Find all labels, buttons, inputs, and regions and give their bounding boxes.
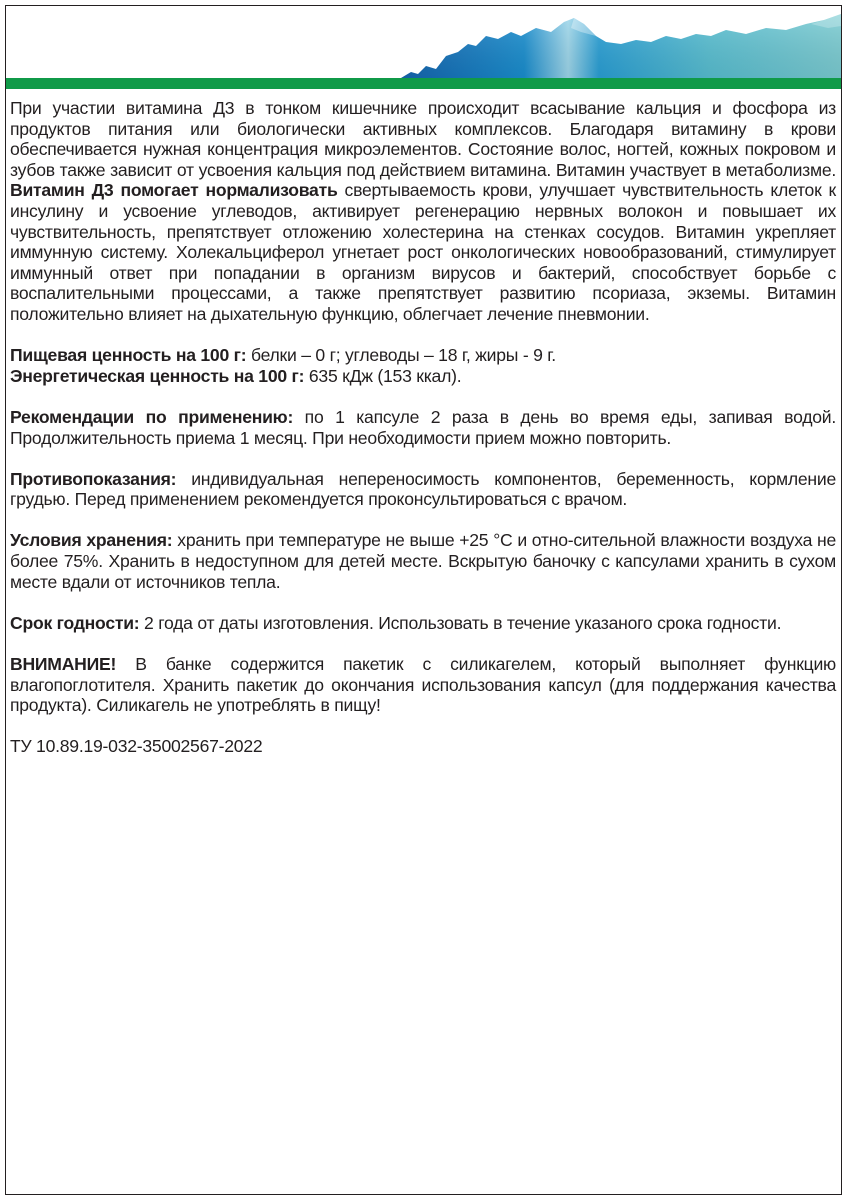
contraindications-paragraph: Противопоказания: индивидуальная непереносимость компонентов, беременность, кормление грудью. Перед применением рекомендуется проконсультироваться с врачом. [10, 468, 836, 510]
label-text [10, 98, 836, 757]
green-stripe [6, 78, 841, 89]
header-banner [6, 6, 841, 96]
usage-paragraph: Рекомендации по применению: по 1 капсуле 2 раза в день во время еды, запивая водой. Продолжительность приема 1 месяц. При необходимости прием можно повторить. [10, 406, 836, 448]
intro-paragraph: При участии витамина Д3 в тонком кишечнике происходит всасывание кальция и фосфора из продуктов питания или биологически активных комплексов. Благодаря витамину в крови обеспечивается нужная концентрация микроэлементов. Состояние волос, ногтей, кожных покровом и зубов также зависит от усвоения кальция под действием витамина. Витамин участвует в метаболизме. Витамин Д3 помогает нормализовать свертываемость крови, улучшает чувствительность клеток к инсулину и усвоение углеводов, активирует регенерацию нервных волокон и повышает их чувствительность, препятствует отложению холестерина на стенках сосудов. Витамин укрепляет иммунную систему. Холекальциферол угнетает рост онкологических новообразований, стимулирует иммунный ответ при попадании в организм вирусов и бактерий, способствует борьбе с воспалительными процессами, а также препятствует развитию псориаза, экземы. Витамин положительно влияет на дыхательную функцию, облегчает лечение пневмонии. [10, 98, 837, 324]
storage-paragraph: Условия хранения: хранить при температуре не выше +25 °C и отно-сительной влажности воздуха не более 75%. Хранить в недоступном для детей месте. Вскрытую баночку с капсулами хранить в сухом месте вдали от источников тепла. [10, 530, 836, 592]
warning-paragraph: ВНИМАНИЕ! В банке содержится пакетик с силикагелем, который выполняет функцию влагопоглотителя. Хранить пакетик до окончания использования капсул (для поддержания качества продукта). Силикагель не употреблять в пищу! [10, 654, 836, 716]
label-panel [5, 5, 842, 1195]
mountains-icon [6, 6, 841, 96]
nutrition-line: Пищевая ценность на 100 г: белки – 0 г; углеводы – 18 г, жиры - 9 г. [10, 345, 556, 366]
shelf-life-paragraph: Срок годности: 2 года от даты изготовления. Использовать в течение указаного срока годности. [10, 612, 782, 633]
energy-line: Энергетическая ценность на 100 г: 635 кДж (153 ккал). [10, 365, 462, 386]
intro-bold: Витамин Д3 помогает нормализовать [10, 180, 338, 201]
tu-code: ТУ 10.89.19-032-35002567-2022 [10, 736, 263, 757]
